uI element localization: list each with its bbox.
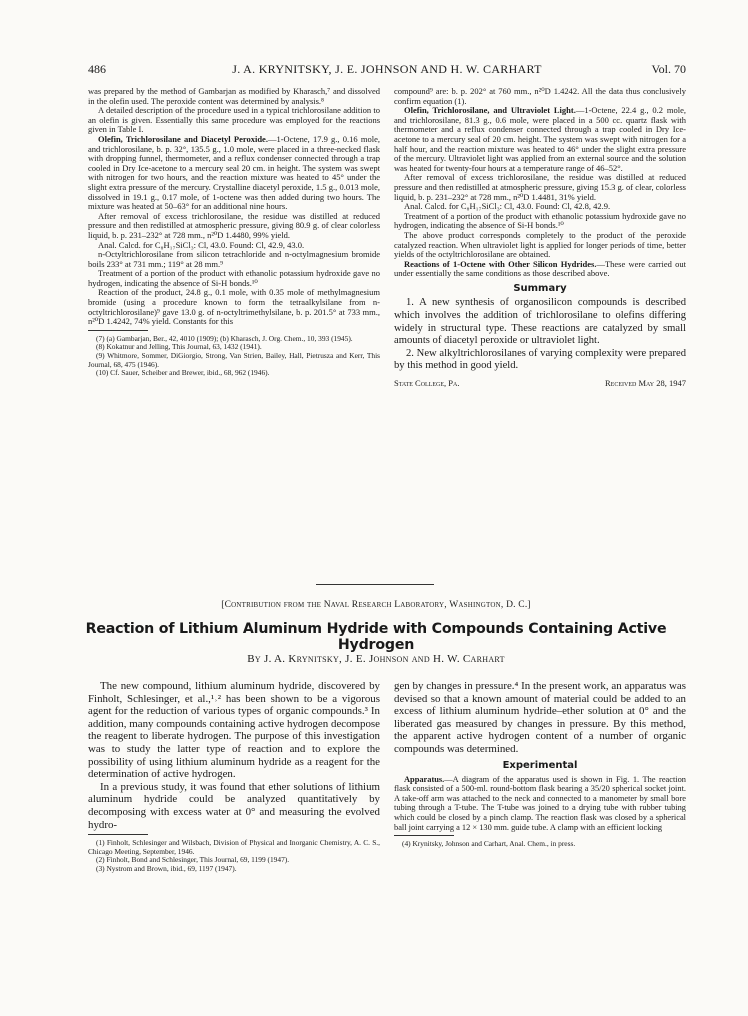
paragraph: gen by changes in pressure.⁴ In the present work, an apparatus was devised so that a known amount of material could be added to an excess of lithium aluminum hydride–ether solution at 0° and the liberated gas measured by changes in pressure. By this method, the apparent active hydrogen content of a number of organic compounds was determined. (394, 680, 686, 755)
footnotes (394, 840, 686, 849)
paragraph: A detailed description of the procedure used in a typical trichlorosilane addition to an olefin is given. Essentially this same procedure was employed for the reactions given in Table I. (88, 105, 380, 135)
upper-left-column (88, 87, 380, 378)
article-separator (316, 584, 434, 585)
run-in-heading: Olefin, Trichlorosilane, and Ultraviolet Light. (404, 105, 576, 116)
footnote: (4) Krynitsky, Johnson and Carhart, Anal. Chem., in press. (402, 839, 576, 849)
paragraph: compound⁹ are: b. p. 202° at 760 mm., n²⁰D 1.4242. All the data thus conclusively confirm equation (1). (394, 86, 686, 106)
paragraph: Treatment of a portion of the product with ethanolic potassium hydroxide gave no hydrogen, indicating the absence of Si-H bonds.¹⁰ (394, 210, 686, 231)
footnote-rule (88, 330, 148, 331)
footnote-rule (394, 835, 454, 836)
signature-line (394, 379, 686, 391)
paragraph (394, 775, 686, 833)
volume-label: Vol. 70 (651, 62, 686, 76)
paragraph: Reaction of the product, 24.8 g., 0.1 mole, with 0.35 mole of methylmagnesium bromide (using a procedure known to form the tetraalkylsilane from n-octyltrichlorosilane)⁹ gave 13.0 g. of n-octyltrimethylsilane, b. p. 201.5° at 733 mm., n²⁰D 1.4242, 74% yield. Constants for this (88, 287, 380, 327)
footnote: (10) Cf. Sauer, Scheiber and Brewer, ibid., 68, 962 (1946). (96, 368, 270, 378)
paragraph (394, 260, 686, 279)
paragraph: was prepared by the method of Gambarjan as modified by Kharasch,⁷ and dissolved in the olefin used. The peroxide content was determined by analysis.⁸ (88, 86, 380, 106)
footnote: (2) Finholt, Bond and Schlesinger, This Journal, 69, 1199 (1947). (96, 855, 290, 865)
article-title: Reaction of Lithium Aluminum Hydride with Compounds Containing Active Hydrogen (85, 621, 667, 653)
paragraph-text: —A diagram of the apparatus used is shown in Fig. 1. The reaction flask consisted of a 500-ml. round-bottom flask bearing a 35/20 spherical socket joint. A take-off arm was attached to the neck and connected to a manometer by small bore tubing through a T-tube. The T-tube was joined to a drying tube with rubber tubing which could be closed by a pinch clamp. The reaction flask was closed by a spherical ball joint carrying a 12 × 130 mm. guide tube. A clamp with an efficient locking (394, 774, 686, 832)
footnote: (8) Kokatnur and Jelling, This Journal, 63, 1432 (1941). (96, 342, 262, 352)
paragraph (88, 135, 380, 212)
running-authors: J. A. KRYNITSKY, J. E. JOHNSON AND H. W. CARHART (232, 62, 542, 76)
paragraph-text: —1-Octene, 22.4 g., 0.2 mole, and trichlorosilane, 81.3 g., 0.6 mole, were placed in a 500 cc. quartz flask with thermometer and a reflux condenser connected through a trap cooled in Dry Ice-acetone to a mercury seal of 20 cm. height. The system was swept with nitrogen for a half hour, and the reaction mixture was heated to 46° under the slight extra pressure of the mercury. Ultraviolet light was applied from an external source and the solution was heated for twenty-four hours at a temperature range of 46–52°. (394, 105, 686, 173)
paragraph: Treatment of a portion of the product with ethanolic potassium hydroxide gave no hydrogen, indicating the absence of Si-H bonds.¹⁰ (88, 268, 380, 288)
paragraph-text: —1-Octene, 17.9 g., 0.16 mole, and trichlorosilane, b. p. 32°, 135.5 g., 1.0 mole, were placed in a three-necked flask with dropping funnel, thermometer, and a reflux condenser connected through a trap cooled in Dry Ice-acetone to a mercury seal 20 cm. in height. The system was swept with nitrogen for two hours, and the reaction mixture was heated to 45° under the slight extra pressure of the mercury. Crystalline diacetyl peroxide, 1.5 g., 0.013 mole, dissolved in 19.1 g., 0.17 mole, of 1-octene was then added during two hours. The mixture was heated at 50–63° for an additional nine hours. (88, 133, 380, 212)
paragraph: The new compound, lithium aluminum hydride, discovered by Finholt, Schlesinger, et al.,¹˒² has been shown to be a vigorous agent for the reduction of various types of organic compounds.³ In addition, many compounds containing active hydrogen decompose the reagent to liberate hydrogen. The purpose of this investigation was to study the latter type of reaction and to explore the possibility of using lithium aluminum hydride as a reagent for the determination of active hydrogen. (88, 680, 380, 781)
footnote: (3) Nystrom and Brown, ibid., 69, 1197 (1947). (96, 863, 237, 873)
summary-heading: Summary (513, 282, 567, 294)
footnote: (7) (a) Gambarjan, Ber., 42, 4010 (1909); (b) Kharasch, J. Org. Chem., 10, 393 (1945). (96, 333, 353, 343)
analysis-line: Anal. Calcd. for C₈H₁₇SiCl₃: Cl, 43.0. Found: Cl, 42.8, 42.9. (404, 201, 611, 212)
footnotes (88, 335, 380, 378)
page-number: 486 (88, 62, 106, 76)
run-in-heading: Apparatus. (404, 774, 445, 784)
footnote: (1) Finholt, Schlesinger and Wilsbach, Division of Physical and Inorganic Chemistry, A. C. S., Chicago Meeting, September, 1946. (88, 838, 380, 856)
paragraph: In a previous study, it was found that ether solutions of lithium aluminum hydride could be analyzed quantitatively by decomposing with excess water at 0° and measuring the evolved hydro- (88, 780, 380, 831)
footnotes (88, 839, 380, 873)
byline: By J. A. Krynitsky, J. E. Johnson and H. W. Carhart (247, 653, 505, 665)
paragraph-text: —These were carried out under essentially the same conditions as those described above. (394, 258, 686, 279)
paragraph: The above product corresponds completely to the product of the peroxide catalyzed reaction. When ultraviolet light is applied for longer periods of time, better yields of the octyltrichlorosilane are obtained. (394, 229, 686, 260)
contribution-line: [Contribution from the Naval Research Laboratory, Washington, D. C.] (221, 600, 531, 610)
run-in-heading: Olefin, Trichlorosilane and Diacetyl Peroxide. (98, 133, 268, 144)
lower-left-column (88, 680, 380, 874)
upper-right-column (394, 87, 686, 391)
place-label: State College, Pa. (394, 378, 460, 389)
summary-item: 2. New alkyltrichlorosilanes of varying complexity were prepared by this method in good yield. (394, 347, 686, 372)
analysis-line: Anal. Calcd. for C₈H₁₇SiCl₃: Cl, 43.0. Found: Cl, 42.9, 43.0. (98, 239, 305, 250)
paragraph (394, 106, 686, 173)
paragraph: After removal of excess trichlorosilane, the residue was distilled at reduced pressure and then redistilled at atmospheric pressure, giving 15.3 g. of clear, colorless liquid, b. p. 231–232° at 728 mm., n²⁰D 1.4481, 31% yield. (394, 172, 686, 202)
experimental-heading: Experimental (502, 759, 578, 771)
summary-item: 1. A new synthesis of organosilicon compounds is described which involves the addition of trichlorosilane to olefins differing widely in structural type. These reactions are catalyzed by small amounts of diacetyl peroxide or ultraviolet light. (394, 297, 686, 347)
footnote-rule (88, 834, 148, 835)
summary (394, 297, 686, 373)
run-in-heading: Reactions of 1-Octene with Other Silicon Hydrides. (404, 258, 597, 269)
lower-right-column (394, 680, 686, 849)
running-header (88, 62, 686, 78)
footnote: (9) Whitmore, Sommer, DiGiorgio, Strong, Van Strien, Bailey, Hall, Pietrusza and Kerr, This Journal, 68, 475 (1946). (88, 351, 380, 369)
paragraph: n-Octyltrichlorosilane from silicon tetrachloride and n-octylmagnesium bromide boils 233° at 731 mm.; 119° at 28 mm.⁹ (88, 249, 380, 269)
paragraph: After removal of excess trichlorosilane, the residue was distilled at reduced pressure and then redistilled at atmospheric pressure, giving 80.9 g. of clear colorless liquid, b. p. 231–232° at 728 mm., n²⁰D 1.4480, 99% yield. (88, 210, 380, 240)
received-date: Received May 28, 1947 (604, 378, 686, 389)
